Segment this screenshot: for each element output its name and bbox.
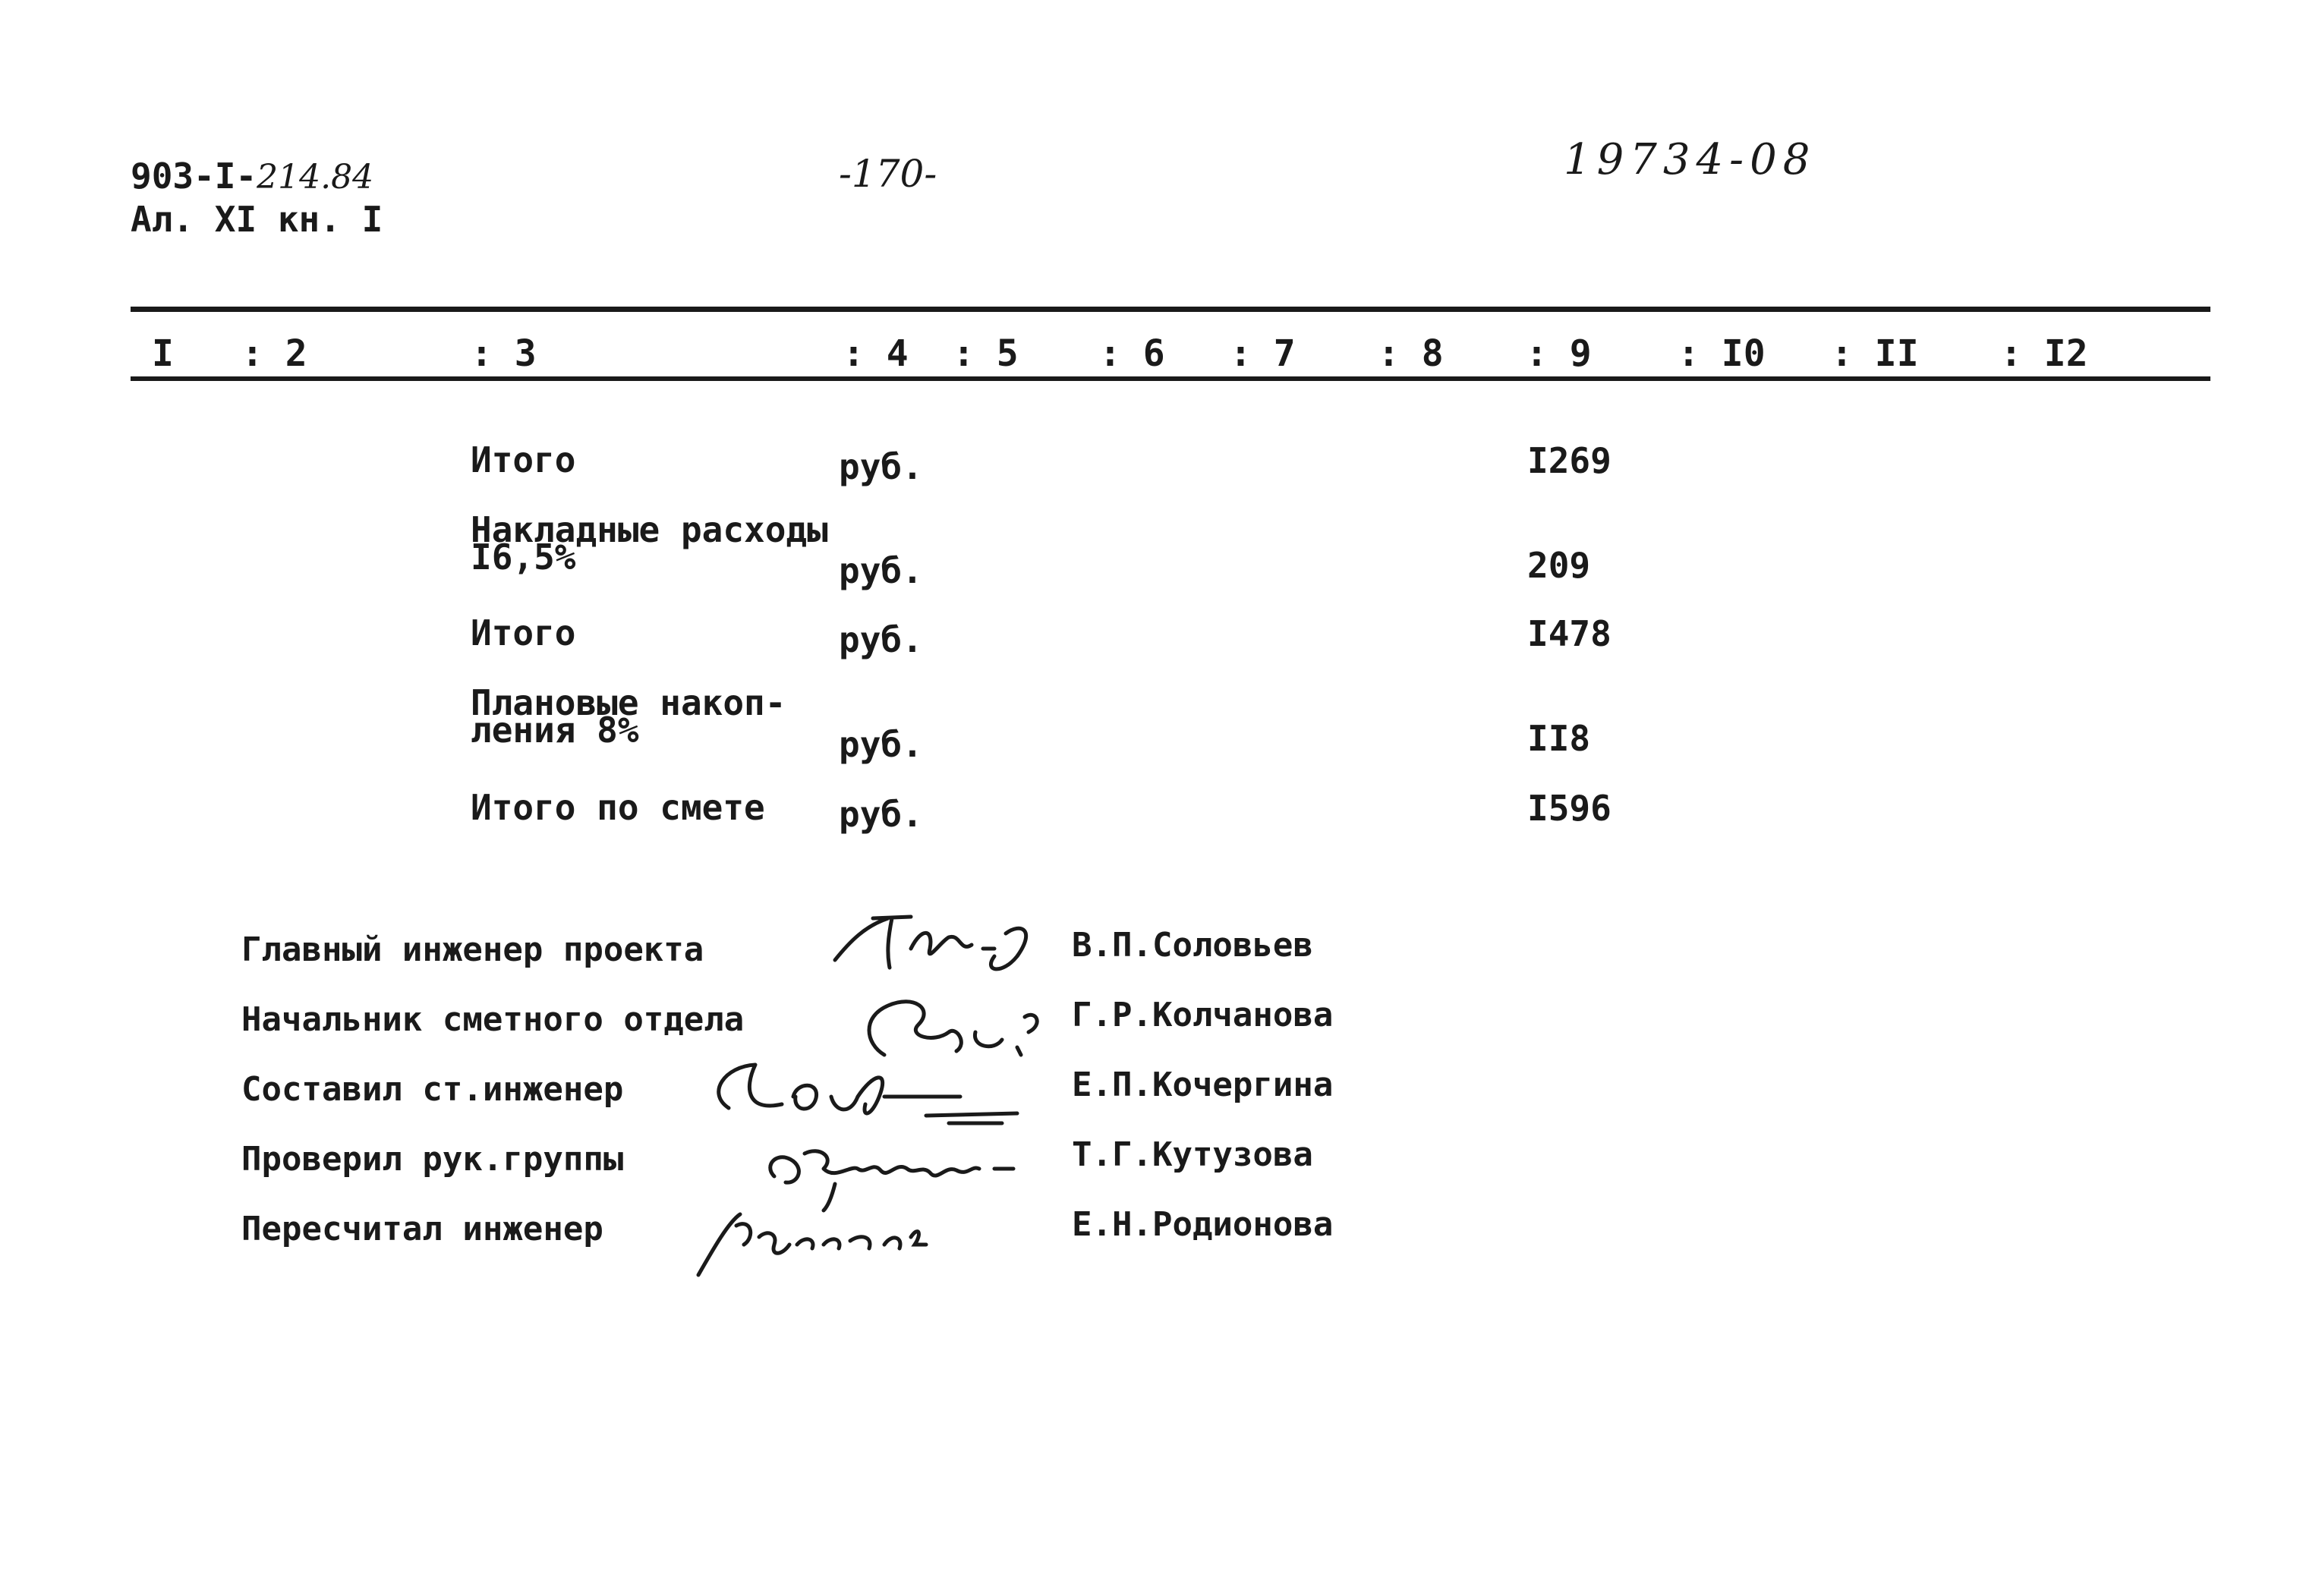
signature-name: Е.Н.Родионова bbox=[1072, 1205, 1334, 1244]
row-value: I596 bbox=[1527, 788, 1612, 829]
signature-mark bbox=[683, 1191, 987, 1283]
document-code-printed: 903-I- bbox=[131, 156, 257, 197]
document-number: 19734-08 bbox=[1564, 135, 1816, 184]
signature-role: Составил ст.инженер bbox=[241, 1070, 624, 1109]
row-unit: руб. bbox=[839, 794, 923, 835]
row-label: Итого bbox=[471, 612, 576, 653]
column-number-12: : I2 bbox=[2000, 332, 2088, 375]
row-label: Плановые накоп- ления 8% bbox=[471, 682, 786, 751]
row-unit: руб. bbox=[839, 619, 923, 660]
column-number-6: : 6 bbox=[1099, 332, 1165, 375]
row-unit: руб. bbox=[839, 446, 923, 487]
column-number-3: : 3 bbox=[471, 332, 537, 375]
page-number: -170- bbox=[839, 152, 937, 196]
row-label: Накладные расходы I6,5% bbox=[471, 509, 828, 578]
signature-role: Проверил рук.группы bbox=[241, 1140, 624, 1179]
column-number-9: : 9 bbox=[1526, 332, 1592, 375]
column-number-10: : I0 bbox=[1678, 332, 1766, 375]
column-number-5: : 5 bbox=[953, 332, 1019, 375]
signature-name: Е.П.Кочергина bbox=[1072, 1066, 1334, 1104]
document-code-handwritten: 214.84 bbox=[257, 158, 374, 197]
row-value: I269 bbox=[1527, 440, 1612, 481]
column-number-1: I bbox=[152, 332, 174, 375]
row-label: Итого по смете bbox=[471, 787, 765, 828]
column-number-8: : 8 bbox=[1378, 332, 1444, 375]
header-rule-bottom bbox=[131, 376, 2210, 381]
column-number-4: : 4 bbox=[843, 332, 909, 375]
signature-role: Пересчитал инженер bbox=[241, 1210, 603, 1248]
signature-name: В.П.Соловьев bbox=[1072, 926, 1313, 965]
row-unit: руб. bbox=[839, 724, 923, 765]
row-unit: руб. bbox=[839, 550, 923, 591]
column-number-7: : 7 bbox=[1230, 332, 1296, 375]
column-number-11: : II bbox=[1831, 332, 1919, 375]
signature-role: Главный инженер проекта bbox=[241, 930, 704, 969]
row-label: Итого bbox=[471, 439, 576, 480]
signature-mark bbox=[820, 896, 1048, 987]
column-number-2: : 2 bbox=[241, 332, 307, 375]
signature-name: Г.Р.Колчанова bbox=[1072, 996, 1334, 1034]
document-code bbox=[131, 156, 373, 197]
signature-name: Т.Г.Кутузова bbox=[1072, 1135, 1313, 1174]
row-value: II8 bbox=[1527, 718, 1591, 759]
signature-mark bbox=[698, 1051, 1040, 1135]
sheet-reference: Ал. XI кн. I bbox=[131, 199, 383, 240]
row-value: I478 bbox=[1527, 613, 1612, 654]
header-rule-top bbox=[131, 307, 2210, 312]
signature-role: Начальник сметного отдела bbox=[241, 1000, 745, 1039]
row-value: 209 bbox=[1527, 545, 1591, 586]
